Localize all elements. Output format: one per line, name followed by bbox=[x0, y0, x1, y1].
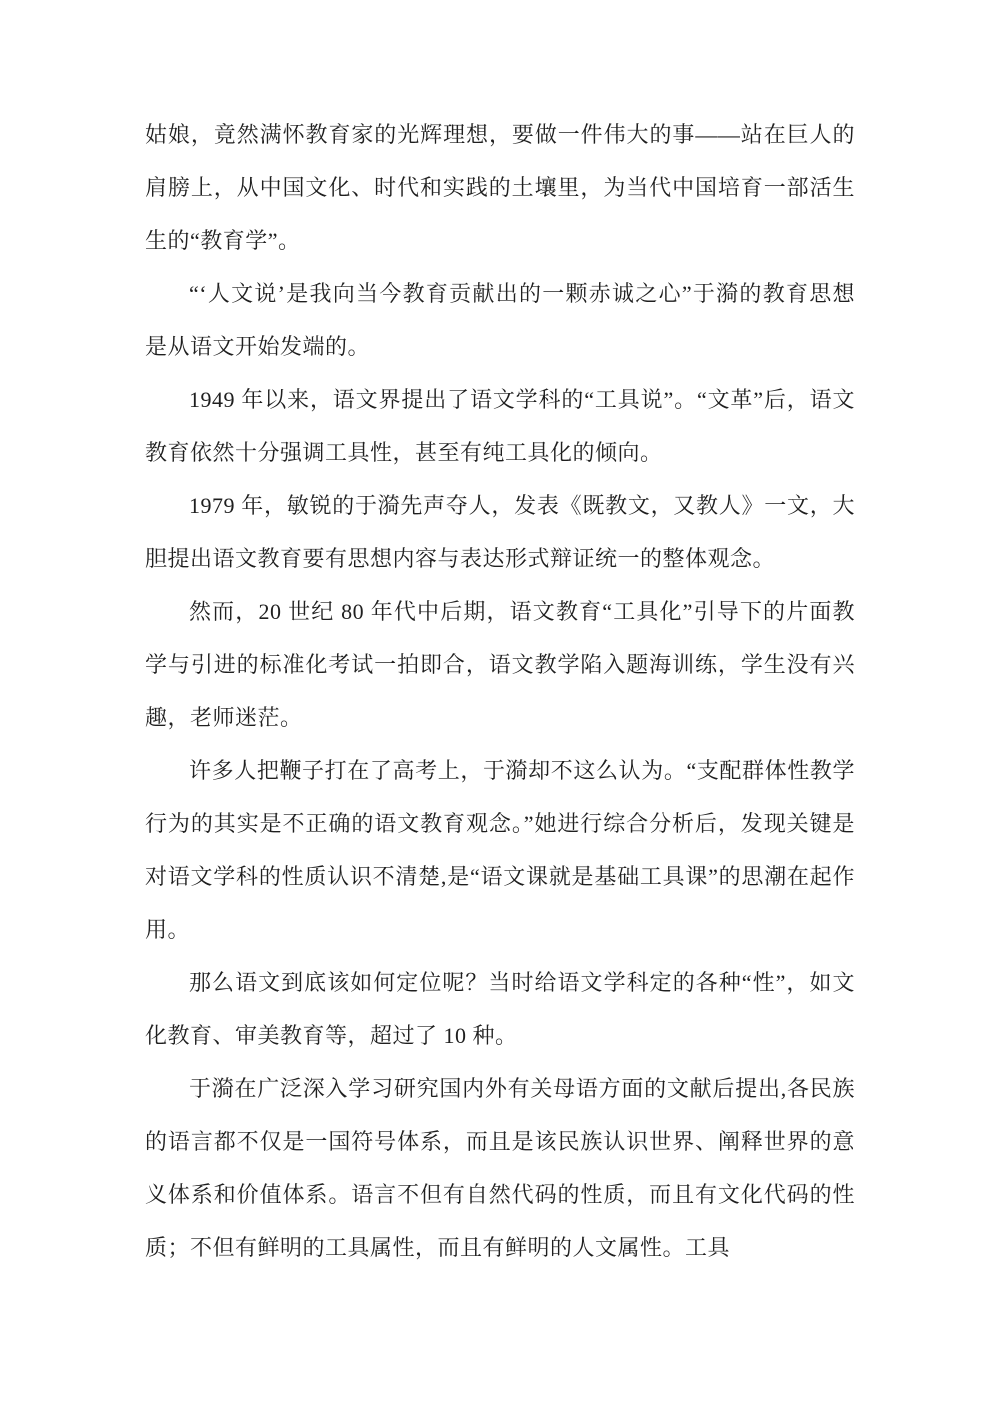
paragraph: 1949 年以来，语文界提出了语文学科的“工具说”。“文革”后，语文教育依然十分强调工具性，甚至有纯工具化的倾向。 bbox=[145, 387, 855, 465]
paragraph: 那么语文到底该如何定位呢？当时给语文学科定的各种“性”，如文化教育、审美教育等，超过了 10 种。 bbox=[145, 970, 855, 1048]
document-body bbox=[145, 108, 855, 1274]
paragraph: 许多人把鞭子打在了高考上，于漪却不这么认为。“支配群体性教学行为的其实是不正确的语文教育观念。”她进行综合分析后，发现关键是对语文学科的性质认识不清楚,是“语文课就是基础工具课”的思潮在起作用。 bbox=[145, 758, 855, 942]
paragraph: 1979 年，敏锐的于漪先声夺人，发表《既教文，又教人》一文，大胆提出语文教育要有思想内容与表达形式辩证统一的整体观念。 bbox=[145, 493, 855, 571]
paragraph: 然而，20 世纪 80 年代中后期，语文教育“工具化”引导下的片面教学与引进的标准化考试一拍即合，语文教学陷入题海训练，学生没有兴趣，老师迷茫。 bbox=[145, 599, 855, 730]
paragraph-continuation: 姑娘，竟然满怀教育家的光辉理想，要做一件伟大的事——站在巨人的肩膀上，从中国文化、时代和实践的土壤里，为当代中国培育一部活生生的“教育学”。 bbox=[145, 122, 855, 253]
paragraph: “‘人文说’是我向当今教育贡献出的一颗赤诚之心”于漪的教育思想是从语文开始发端的。 bbox=[145, 281, 855, 359]
paragraph: 于漪在广泛深入学习研究国内外有关母语方面的文献后提出,各民族的语言都不仅是一国符号体系，而且是该民族认识世界、阐释世界的意义体系和价值体系。语言不但有自然代码的性质，而且有文化代码的性质；不但有鲜明的工具属性，而且有鲜明的人文属性。工具 bbox=[145, 1076, 855, 1260]
